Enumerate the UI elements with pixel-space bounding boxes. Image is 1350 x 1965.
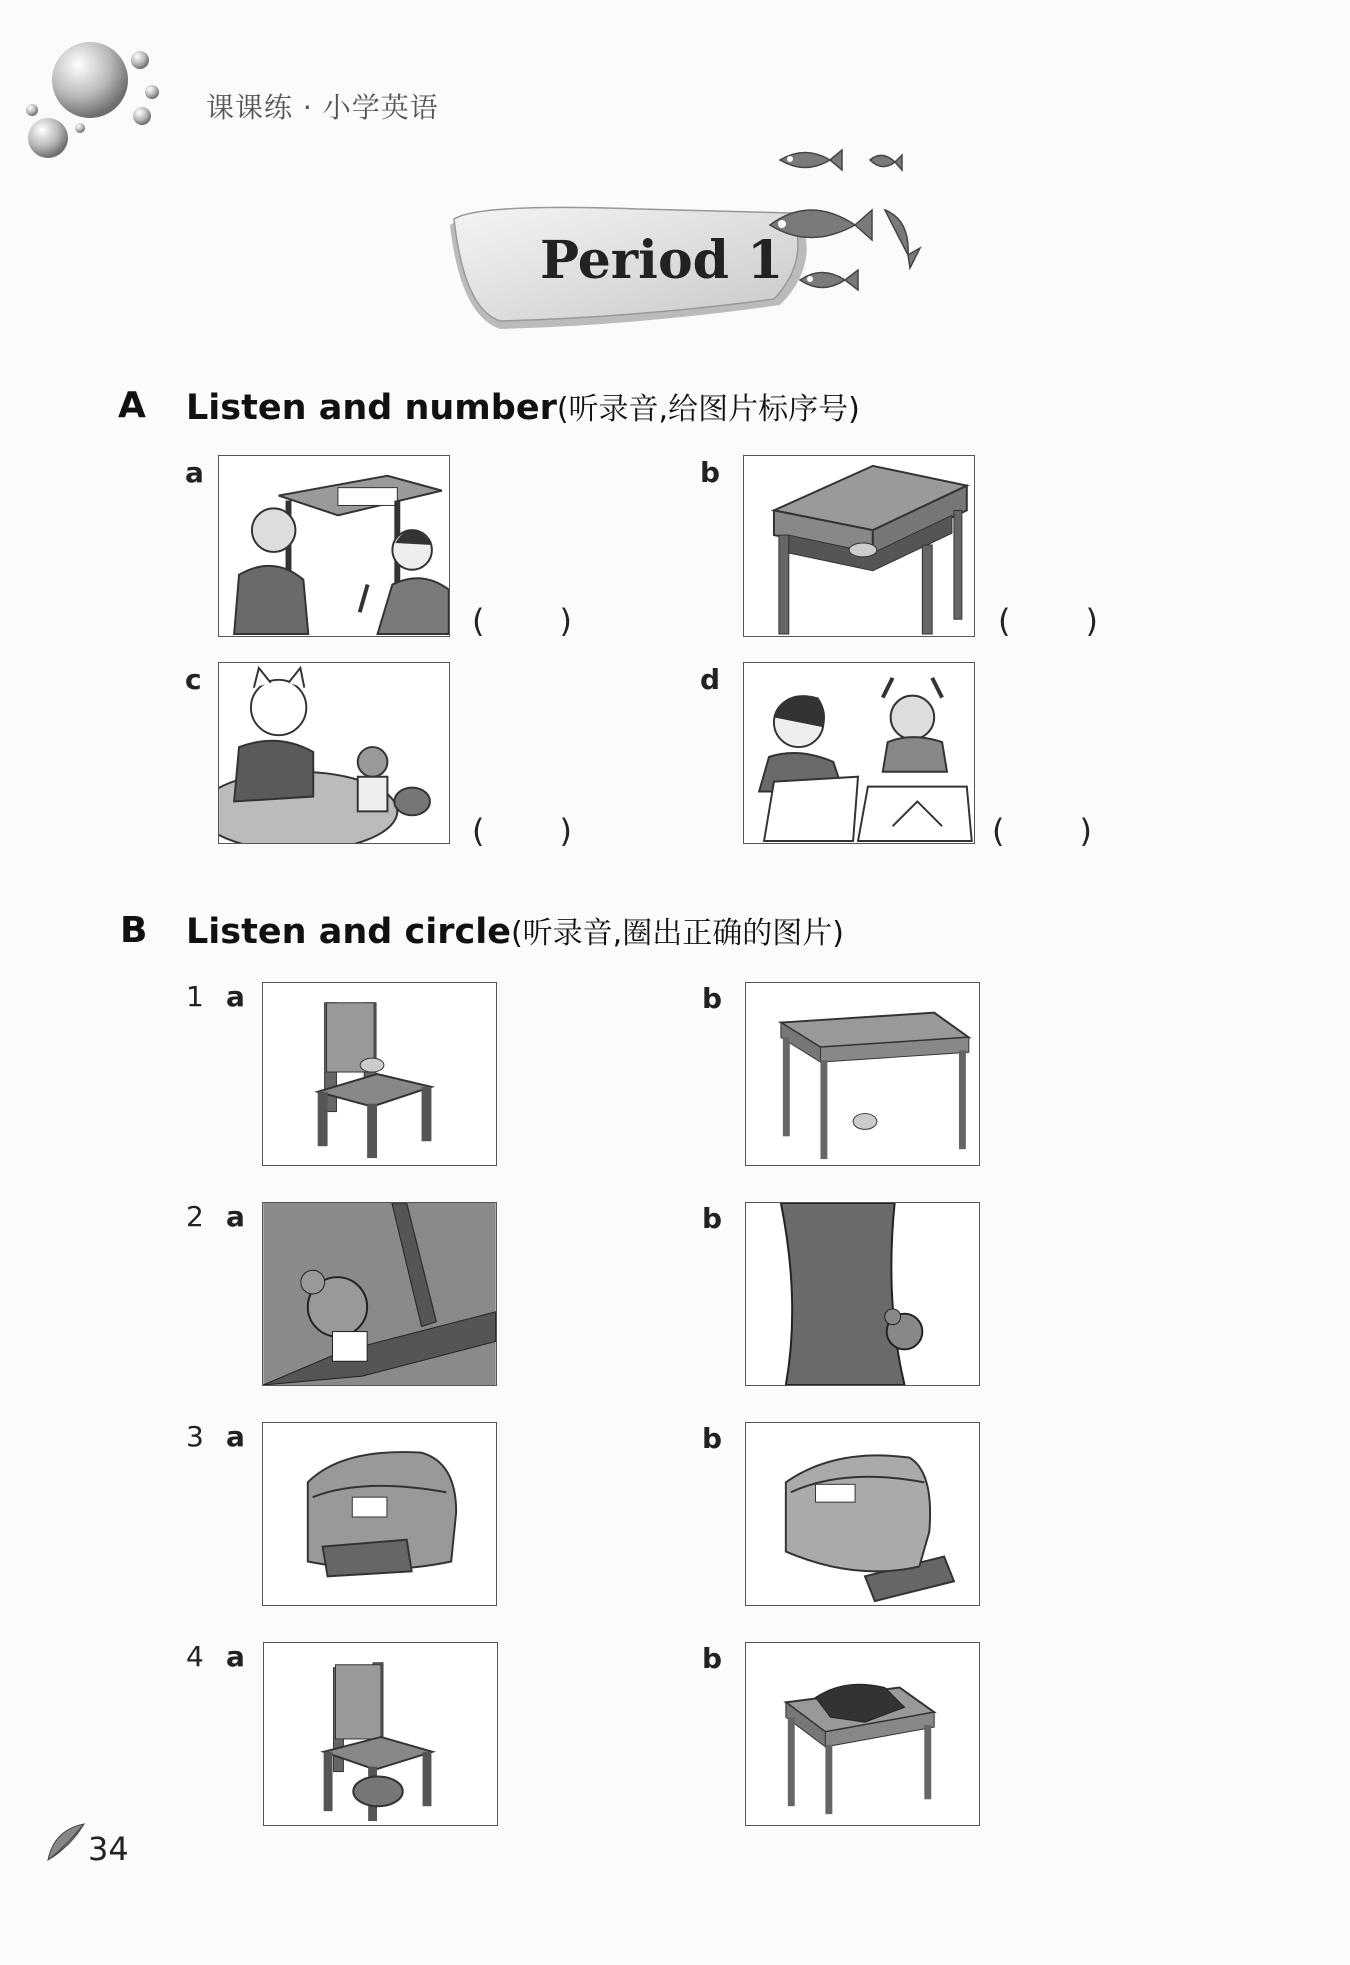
- book-in-schoolbag-icon: [263, 1423, 496, 1605]
- a-item-label-c: c: [185, 663, 202, 696]
- b-row-1-picture-a[interactable]: [262, 982, 497, 1166]
- b-row-number-3: 3: [186, 1420, 204, 1453]
- b-row-3-label-b: b: [702, 1422, 723, 1455]
- b-row-1-label-a: a: [226, 980, 245, 1013]
- paren-close: ): [1079, 812, 1092, 850]
- section-b-title: [186, 908, 844, 952]
- kids-desk-pencil-icon: [219, 456, 449, 636]
- a-picture-a: [218, 455, 450, 637]
- section-a-instruction: (听录音,给图片标序号): [556, 392, 860, 427]
- jacket-on-desk-icon: [746, 1643, 979, 1825]
- paren-close: ): [559, 602, 572, 640]
- section-a-title-en: Listen and number: [186, 388, 557, 428]
- b-row-3-label-a: a: [226, 1420, 245, 1453]
- a-picture-c: [218, 662, 450, 844]
- b-row-number-4: 4: [186, 1640, 204, 1673]
- b-row-2-label-a: a: [226, 1200, 245, 1233]
- paren-close: ): [1085, 602, 1098, 640]
- book-under-schoolbag-icon: [746, 1423, 979, 1605]
- section-a-letter: A: [118, 385, 146, 426]
- b-row-2-picture-a[interactable]: [262, 1202, 497, 1386]
- cat-mouse-cake-icon: [219, 663, 449, 843]
- a-picture-b: [743, 455, 975, 637]
- b-row-2-label-b: b: [702, 1202, 723, 1235]
- a-item-label-b: b: [700, 456, 721, 489]
- b-row-number-1: 1: [186, 980, 204, 1013]
- bubbles-decoration: [20, 30, 170, 170]
- mouse-behind-tree-icon: [746, 1203, 979, 1385]
- a-answer-paren-d[interactable]: [992, 812, 1092, 850]
- section-b-instruction: (听录音,圈出正确的图片): [510, 916, 844, 951]
- paren-close: ): [559, 812, 572, 850]
- b-row-4-label-b: b: [702, 1642, 723, 1675]
- b-row-4-picture-b[interactable]: [745, 1642, 980, 1826]
- bird-on-chair-icon: [263, 983, 496, 1165]
- fish-decoration: [760, 140, 940, 310]
- a-picture-d: [743, 662, 975, 844]
- a-item-label-d: d: [700, 663, 721, 696]
- paren-open: (: [998, 602, 1011, 640]
- b-row-1-picture-b[interactable]: [745, 982, 980, 1166]
- section-b-letter: B: [120, 910, 148, 951]
- bird-under-desk-icon: [746, 983, 979, 1165]
- b-row-4-picture-a[interactable]: [263, 1642, 498, 1826]
- bag-under-chair-icon: [264, 1643, 497, 1825]
- paren-open: (: [472, 812, 485, 850]
- a-item-label-a: a: [185, 456, 204, 489]
- a-answer-paren-b[interactable]: [998, 602, 1098, 640]
- b-row-3-picture-b[interactable]: [745, 1422, 980, 1606]
- bird-in-desk-icon: [744, 456, 974, 636]
- book-title: 课课练 · 小学英语: [206, 91, 439, 124]
- paren-open: (: [992, 812, 1005, 850]
- b-row-3-picture-a[interactable]: [262, 1422, 497, 1606]
- page-number: 34: [88, 1830, 129, 1868]
- mouse-in-tree-icon: [263, 1203, 496, 1385]
- a-answer-paren-a[interactable]: [472, 602, 572, 640]
- girl-drawing-boy-icon: [744, 663, 974, 843]
- section-b-title-en: Listen and circle: [186, 912, 511, 952]
- b-row-2-picture-b[interactable]: [745, 1202, 980, 1386]
- b-row-1-label-b: b: [702, 982, 723, 1015]
- section-a-title: [186, 384, 860, 428]
- b-row-number-2: 2: [186, 1200, 204, 1233]
- period-title: Period 1: [540, 230, 784, 291]
- b-row-4-label-a: a: [226, 1640, 245, 1673]
- a-answer-paren-c[interactable]: [472, 812, 572, 850]
- leaf-icon: [44, 1820, 88, 1864]
- paren-open: (: [472, 602, 485, 640]
